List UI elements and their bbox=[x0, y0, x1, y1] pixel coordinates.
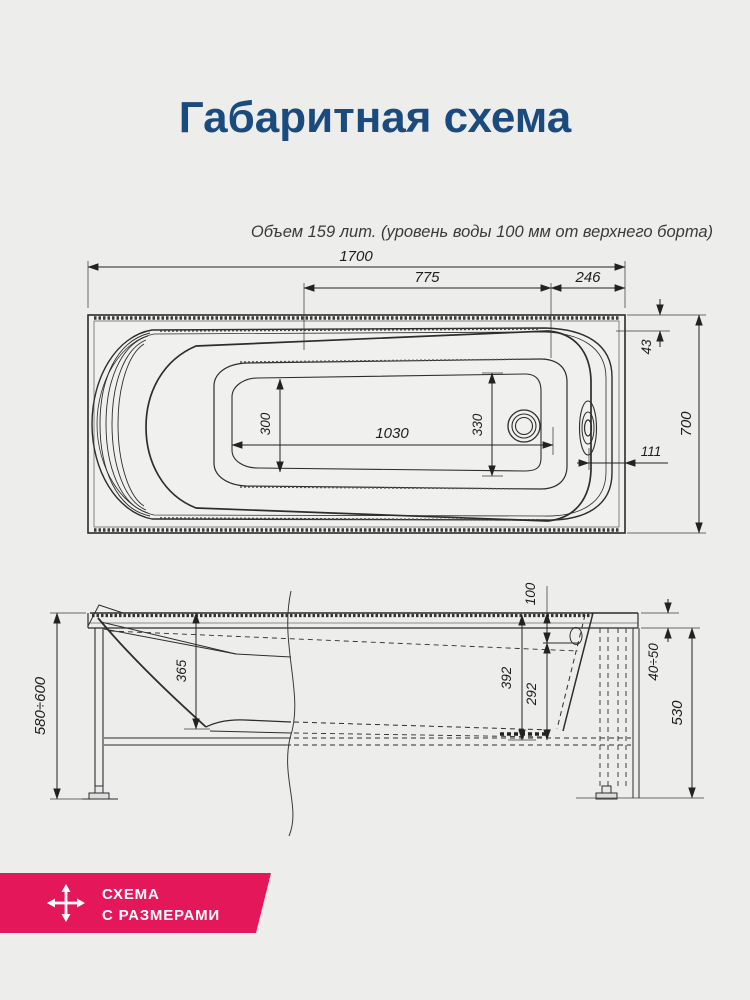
dim-label-1700: 1700 bbox=[339, 248, 373, 265]
dim-label-700: 700 bbox=[678, 411, 695, 437]
left-foot-base bbox=[89, 793, 109, 799]
right-foot-stem bbox=[602, 786, 611, 793]
badge-background bbox=[0, 873, 271, 933]
drain-end-slope bbox=[563, 613, 593, 731]
dim-label-330: 330 bbox=[470, 413, 485, 437]
dim-label-392: 392 bbox=[499, 666, 514, 690]
tub-bottom-inner bbox=[206, 720, 291, 727]
top-view bbox=[88, 248, 706, 533]
dim-label-43: 43 bbox=[639, 339, 654, 355]
page-title: Габаритная схема bbox=[178, 93, 572, 142]
tub-rim-outline bbox=[88, 315, 625, 533]
badge-label-line1: СХЕМА bbox=[102, 886, 160, 903]
dim-label-580-600: 580÷600 bbox=[32, 676, 49, 736]
dim-label-775: 775 bbox=[414, 269, 440, 286]
dim-label-530: 530 bbox=[669, 700, 686, 726]
dim-label-1030: 1030 bbox=[375, 425, 409, 442]
left-foot-stem bbox=[95, 786, 103, 793]
badge-label-line2: С РАЗМЕРАМИ bbox=[102, 907, 221, 924]
badge bbox=[0, 873, 271, 933]
dim-label-111: 111 bbox=[640, 444, 662, 459]
tub-bottom-outer bbox=[210, 731, 291, 733]
dim-label-40-50: 40÷50 bbox=[646, 643, 661, 681]
dim-label-365: 365 bbox=[174, 659, 189, 683]
dim-label-300: 300 bbox=[258, 412, 273, 436]
inner-wall-line bbox=[236, 654, 291, 657]
dim-label-100: 100 bbox=[523, 582, 538, 606]
dim-label-292: 292 bbox=[524, 682, 539, 706]
dim-label-246: 246 bbox=[575, 269, 601, 286]
tub-bottom-inner-hidden bbox=[294, 722, 552, 730]
volume-note: Объем 159 лит. (уровень воды 100 мм от верхнего борта) bbox=[250, 223, 714, 241]
side-view bbox=[32, 582, 704, 836]
lip-section-line bbox=[101, 622, 236, 654]
lip-section-line bbox=[104, 629, 236, 654]
